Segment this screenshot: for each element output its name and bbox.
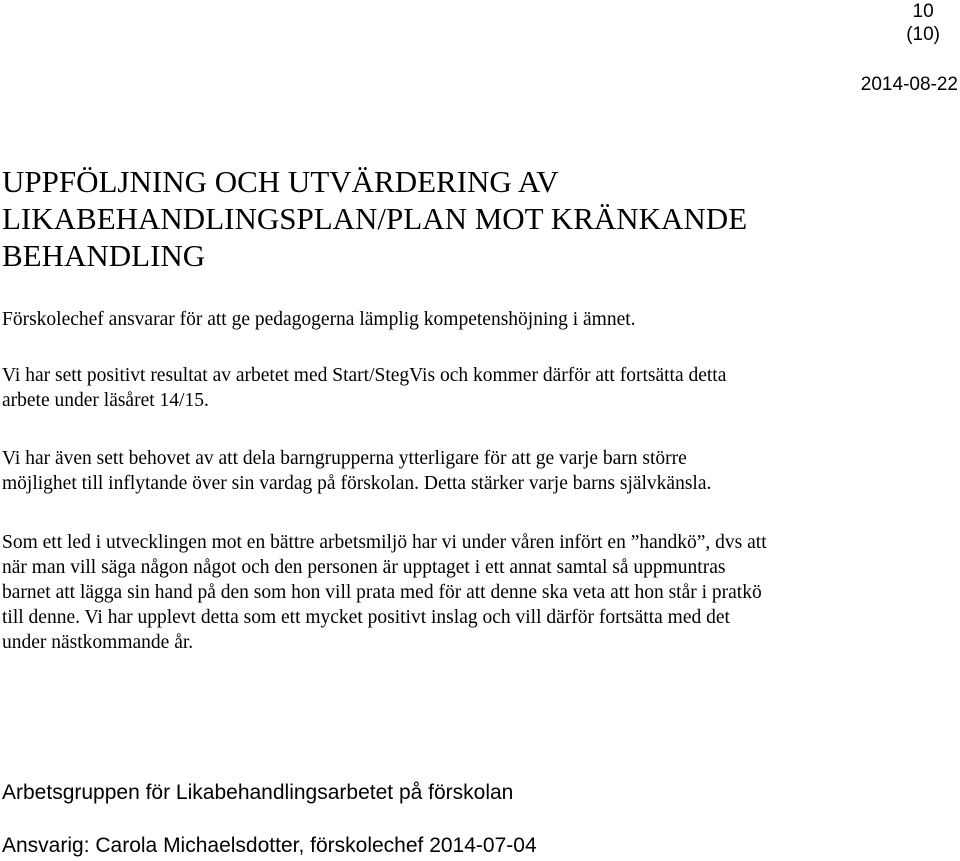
page-number-total: (10): [906, 24, 940, 45]
text-line: Vi har sett positivt resultat av arbetet med Start/StegVis och kommer därför att fortsätta detta: [2, 365, 727, 386]
text-line: barnet att lägga sin hand på den som hon vill prata med för att denne ska veta att hon står i pratkö: [2, 582, 762, 603]
page-number: [906, 0, 940, 46]
responsible-line: Ansvarig: Carola Michaelsdotter, förskolechef 2014-07-04: [2, 834, 537, 857]
text-line: möjlighet till inflytande över sin vardag på förskolan. Detta stärker varje barns självkänsla.: [2, 473, 712, 494]
document-title: [2, 163, 942, 274]
page-number-current: 10: [912, 1, 934, 22]
paragraph-competence: [2, 307, 952, 332]
text-line: Som ett led i utvecklingen mot en bättre arbetsmiljö har vi under våren infört en ”handkö”, dvs att: [2, 532, 767, 553]
paragraph-stegvis: [2, 363, 952, 413]
text-line: till denne. Vi har upplevt detta som ett mycket positivt inslag och vill därför fortsätta med det: [2, 607, 730, 628]
title-line: BEHANDLING: [2, 238, 206, 273]
title-line: LIKABEHANDLINGSPLAN/PLAN MOT KRÄNKANDE: [2, 201, 748, 236]
working-group-line: Arbetsgruppen för Likabehandlingsarbetet på förskolan: [2, 781, 514, 804]
text-line: arbete under läsåret 14/15.: [2, 390, 209, 411]
title-line: UPPFÖLJNING OCH UTVÄRDERING AV: [2, 164, 559, 199]
text-line: under nästkommande år.: [2, 632, 194, 653]
text-line: när man vill säga någon något och den personen är upptaget i ett annat samtal så uppmuntras: [2, 557, 726, 578]
paragraph-groups: [2, 446, 952, 496]
text-line: Förskolechef ansvarar för att ge pedagogerna lämplig kompetenshöjning i ämnet.: [2, 309, 636, 330]
paragraph-handko: [2, 530, 952, 655]
text-line: Vi har även sett behovet av att dela barngrupperna ytterligare för att ge varje barn större: [2, 448, 687, 469]
document-date: 2014-08-22: [860, 74, 958, 95]
